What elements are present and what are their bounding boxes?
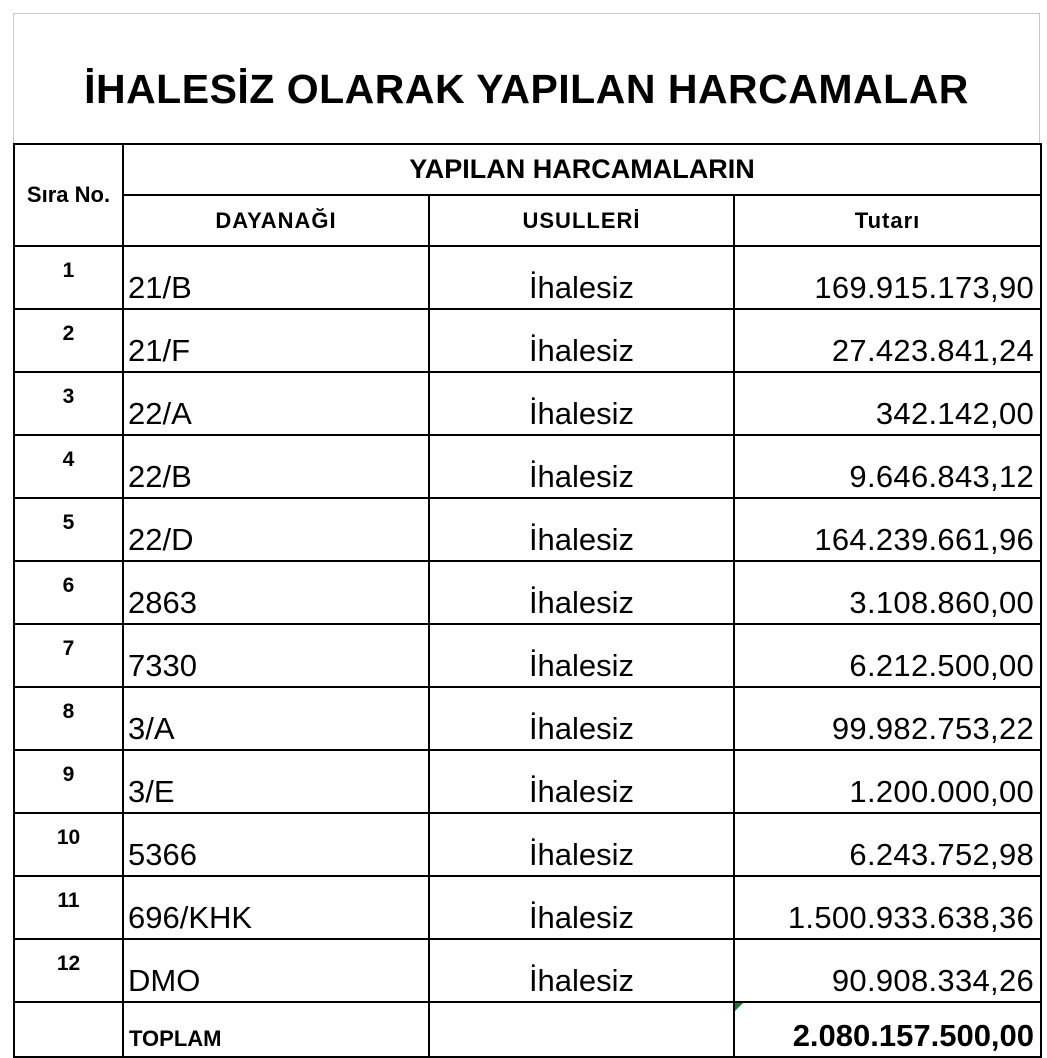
row-number: 10 (14, 813, 123, 876)
table-row (14, 939, 1041, 1002)
expenditure-table (13, 143, 1042, 1058)
row-usul: İhalesiz (429, 372, 734, 435)
row-usul: İhalesiz (429, 246, 734, 309)
row-tutar: 6.212.500,00 (734, 624, 1041, 687)
row-number: 8 (14, 687, 123, 750)
row-dayanagi: 3/E (123, 750, 429, 813)
row-usul: İhalesiz (429, 876, 734, 939)
row-number: 7 (14, 624, 123, 687)
title-box (13, 13, 1040, 143)
row-dayanagi: 696/KHK (123, 876, 429, 939)
header-group: YAPILAN HARCAMALARIN (123, 144, 1041, 195)
header-dayanagi: DAYANAĞI (123, 195, 429, 246)
table-row (14, 435, 1041, 498)
total-row (14, 1002, 1041, 1057)
row-usul: İhalesiz (429, 750, 734, 813)
row-number: 5 (14, 498, 123, 561)
header-row-columns (14, 195, 1041, 246)
header-tutari: Tutarı (734, 195, 1041, 246)
row-dayanagi: 22/A (123, 372, 429, 435)
row-dayanagi: 21/B (123, 246, 429, 309)
row-usul: İhalesiz (429, 309, 734, 372)
row-usul: İhalesiz (429, 813, 734, 876)
table-row (14, 876, 1041, 939)
row-number: 2 (14, 309, 123, 372)
table-row (14, 246, 1041, 309)
row-tutar: 342.142,00 (734, 372, 1041, 435)
row-number: 11 (14, 876, 123, 939)
total-amount: 2.080.157.500,00 (792, 1018, 1035, 1053)
row-usul: İhalesiz (429, 498, 734, 561)
row-usul: İhalesiz (429, 687, 734, 750)
table-row (14, 813, 1041, 876)
row-dayanagi: 22/D (123, 498, 429, 561)
row-dayanagi: 22/B (123, 435, 429, 498)
row-dayanagi: DMO (123, 939, 429, 1002)
row-number: 12 (14, 939, 123, 1002)
row-number: 4 (14, 435, 123, 498)
row-usul: İhalesiz (429, 561, 734, 624)
row-dayanagi: 21/F (123, 309, 429, 372)
row-tutar: 164.239.661,96 (734, 498, 1041, 561)
row-number: 6 (14, 561, 123, 624)
header-sira-no: Sıra No. (14, 144, 123, 246)
row-dayanagi: 5366 (123, 813, 429, 876)
row-usul: İhalesiz (429, 939, 734, 1002)
cell-marker-icon (735, 1003, 743, 1011)
row-usul: İhalesiz (429, 435, 734, 498)
total-empty-cell (429, 1002, 734, 1057)
row-tutar: 99.982.753,22 (734, 687, 1041, 750)
row-dayanagi: 2863 (123, 561, 429, 624)
row-dayanagi: 3/A (123, 687, 429, 750)
total-empty-cell (14, 1002, 123, 1057)
row-number: 9 (14, 750, 123, 813)
header-row-group (14, 144, 1041, 195)
table-row (14, 624, 1041, 687)
row-tutar: 3.108.860,00 (734, 561, 1041, 624)
row-tutar: 1.200.000,00 (734, 750, 1041, 813)
row-number: 3 (14, 372, 123, 435)
row-number: 1 (14, 246, 123, 309)
row-tutar: 6.243.752,98 (734, 813, 1041, 876)
table-row (14, 561, 1041, 624)
row-tutar: 169.915.173,90 (734, 246, 1041, 309)
page-title: İHALESİZ OLARAK YAPILAN HARCAMALAR (84, 66, 969, 112)
table-row (14, 498, 1041, 561)
row-tutar: 1.500.933.638,36 (734, 876, 1041, 939)
total-amount-cell (734, 1002, 1041, 1057)
total-label: TOPLAM (123, 1002, 429, 1057)
table-row (14, 750, 1041, 813)
row-dayanagi: 7330 (123, 624, 429, 687)
header-usulleri: USULLERİ (429, 195, 734, 246)
row-tutar: 27.423.841,24 (734, 309, 1041, 372)
row-tutar: 90.908.334,26 (734, 939, 1041, 1002)
row-tutar: 9.646.843,12 (734, 435, 1041, 498)
table-row (14, 309, 1041, 372)
row-usul: İhalesiz (429, 624, 734, 687)
table-row (14, 687, 1041, 750)
table-row (14, 372, 1041, 435)
